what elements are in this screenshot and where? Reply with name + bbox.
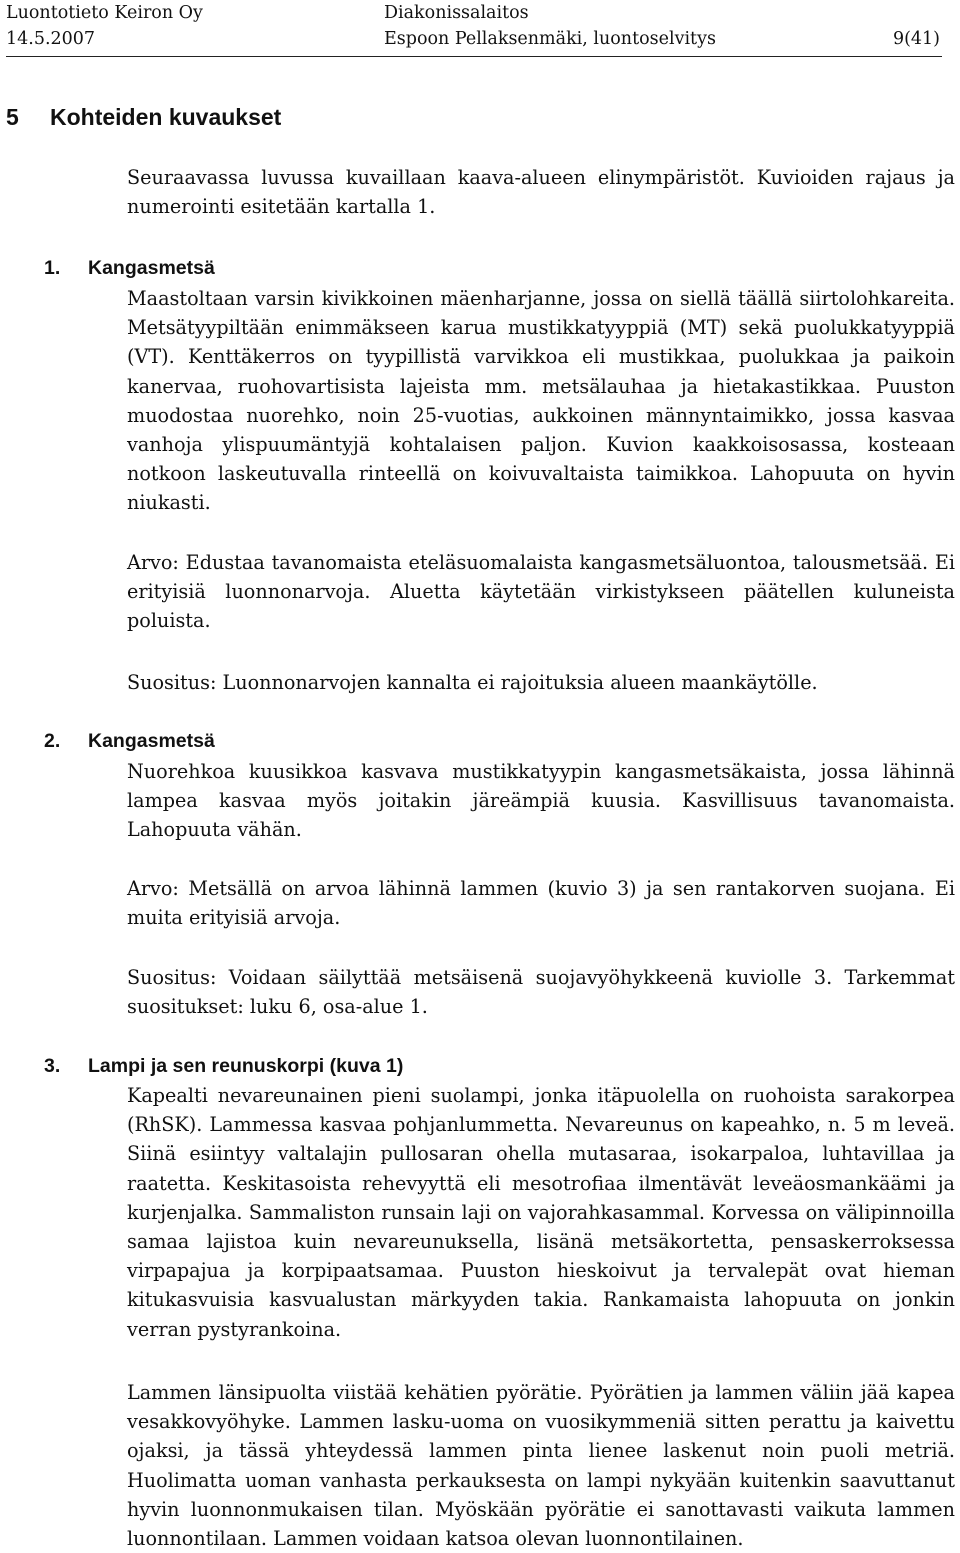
item-1-number: 1.	[44, 257, 61, 279]
item-1-heading	[44, 254, 215, 283]
header-left	[6, 0, 203, 52]
header-project: Espoon Pellaksenmäki, luontoselvitys	[384, 29, 716, 49]
item-1-description	[127, 284, 955, 518]
header-center	[384, 0, 716, 52]
item-2-recommendation-text: Suositus: Voidaan säilyttää metsäisenä suojavyöhykkeenä kuviolle 3. Tarkemmat suositukset: luku 6, osa-alue 1.	[127, 966, 955, 1019]
header-right	[893, 0, 940, 52]
item-3-heading	[44, 1052, 403, 1081]
section-number: 5	[6, 104, 19, 130]
item-3-description-text: Kapealti nevareunainen pieni suolampi, jonka itäpuolella on ruohoista sarakorpea (RhSK). Lammessa kasvaa pohjanlummetta. Nevareunus on kapeahko, n. 5 m leveä. Siinä esiintyy valtalajin pullosaran ohella mutasaraa, isokarpaloa, luhtavillaa ja raatetta. Keskitasoista rehevyyttä eli mesotrofiaa ilmentävät leveäosmankäämi ja kurjenjalka. Sammaliston runsain laji on vajorahkasammal. Korvessa on välipinnoilla samaa lajistoa kuin nevareunuksella, lisänä metsäkortetta, pensaskerroksessa virpapajua ja korpipaatsamaa. Puuston hieskoivut ja tervalepät ovat hieman kitukasvuisia kasvualustan märkyyden takia. Rankamaista lahopuuta on jonkin verran pystyrankoina.	[127, 1084, 955, 1341]
item-2-description-text: Nuorehkoa kuusikkoa kasvava mustikkatyypin kangasmetsäkaista, jossa lähinnä lampea kasvaa myös joitakin järeämpiä kuusia. Kasvillisuus tavanomaista. Lahopuuta vähän.	[127, 760, 955, 842]
header-page-number: 9(41)	[892, 29, 940, 49]
header-rule	[6, 56, 942, 57]
section-title: Kohteiden kuvaukset	[50, 104, 282, 130]
item-2-number: 2.	[44, 730, 61, 752]
item-1-title: Kangasmetsä	[88, 257, 215, 279]
item-2-title: Kangasmetsä	[88, 730, 215, 752]
section-intro	[127, 163, 955, 221]
item-2-recommendation	[127, 963, 955, 1021]
section-heading	[6, 104, 281, 131]
intro-paragraph: Seuraavassa luvussa kuvaillaan kaava-alueen elinympäristöt. Kuvioiden rajaus ja numerointi esitetään kartalla 1.	[127, 166, 955, 219]
item-2-value	[127, 874, 955, 932]
item-1-recommendation-text: Suositus: Luonnonarvojen kannalta ei rajoituksia alueen maankäytölle.	[127, 671, 818, 694]
header-client: Diakonissalaitos	[384, 3, 529, 23]
item-2-heading	[44, 727, 215, 756]
item-3-description	[127, 1081, 955, 1344]
item-2-value-text: Arvo: Metsällä on arvoa lähinnä lammen (kuvio 3) ja sen rantakorven suojana. Ei muita erityisiä arvoja.	[127, 877, 955, 930]
item-3-paragraph-2	[127, 1378, 955, 1553]
item-1-value-text: Arvo: Edustaa tavanomaista eteläsuomalaista kangasmetsäluontoa, talousmetsää. Ei erityisiä luonnonarvoja. Aluetta käytetään virkistykseen päätellen kuluneista poluista.	[127, 551, 955, 633]
item-3-number: 3.	[44, 1055, 61, 1077]
item-3-title: Lampi ja sen reunuskorpi (kuva 1)	[88, 1055, 404, 1077]
item-1-value	[127, 548, 955, 636]
item-2-description	[127, 757, 955, 845]
header-company: Luontotieto Keiron Oy	[6, 3, 203, 23]
header-date: 14.5.2007	[6, 29, 96, 49]
item-3-paragraph-2-text: Lammen länsipuolta viistää kehätien pyörätie. Pyörätien ja lammen väliin jää kapea vesakkovyöhyke. Lammen lasku-uoma on vuosikymmeniä sitten perattu ja kaivettu ojaksi, ja tässä yhteydessä lammen pinta lienee laskenut noin puoli metriä. Huolimatta uoman vanhasta perkauksesta on lampi nykyään kuitenkin saavuttanut hyvin luonnonmukaisen tilan. Myöskään pyörätie ei sanottavasti vaikuta lammen luonnontilaan. Lammen voidaan katsoa olevan luonnontilainen.	[127, 1381, 955, 1551]
item-1-description-text: Maastoltaan varsin kivikkoinen mäenharjanne, jossa on siellä täällä siirtolohkareita. Metsätyypiltään enimmäkseen karua mustikkatyyppiä (MT) sekä puolukkatyyppiä (VT). Kenttäkerros on tyypillistä varvikkoa eli mustikkaa, puolukkaa ja paikoin kanervaa, ruohovartisista lajeista mm. metsälauhaa ja hietakastikkaa. Puuston muodostaa nuorehko, noin 25-vuotias, aukkoinen männyntaimikko, jossa kasvaa vanhoja ylispuumäntyjä kohtalaisen paljon. Kuvion kaakkoisosassa, kosteaan notkoon laskeutuvalla rinteellä on koivuvaltaista taimikkoa. Lahopuuta on hyvin niukasti.	[127, 287, 955, 515]
item-1-recommendation	[127, 668, 955, 697]
